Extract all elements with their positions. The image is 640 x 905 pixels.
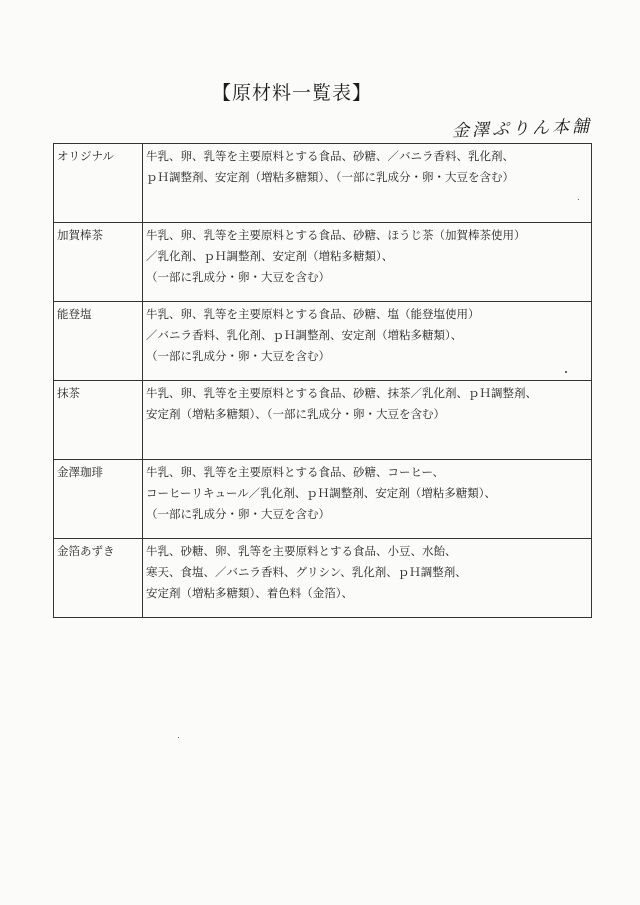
ingredient-line: ／乳化剤、ｐＨ調整剤、安定剤（増粘多糖類）、 xyxy=(146,249,394,263)
ingredient-line: 牛乳、卵、乳等を主要原料とする食品、砂糖、コーヒー、 xyxy=(146,465,445,479)
ingredients-cell xyxy=(143,302,592,381)
product-name: 金澤珈琲 xyxy=(54,460,143,539)
ingredients-cell xyxy=(143,223,592,302)
ingredient-line: コーヒーリキュール／乳化剤、ｐＨ調整剤、安定剤（増粘多糖類）、 xyxy=(146,486,497,500)
ingredients-cell xyxy=(143,539,592,618)
scan-speck xyxy=(178,737,179,738)
table-row xyxy=(54,460,592,539)
ingredient-line: ／バニラ香料、乳化剤、ｐＨ調整剤、安定剤（増粘多糖類）、 xyxy=(146,328,463,342)
ingredient-line: 牛乳、砂糖、卵、乳等を主要原料とする食品、小豆、水飴、 xyxy=(146,544,457,558)
ingredient-line: 牛乳、卵、乳等を主要原料とする食品、砂糖、抹茶／乳化剤、ｐＨ調整剤、 xyxy=(146,386,537,400)
table-row xyxy=(54,223,592,302)
ingredient-line: 安定剤（増粘多糖類）、着色料（金箔）、 xyxy=(146,586,353,600)
ingredients-cell xyxy=(143,144,592,223)
ingredient-line: 安定剤（増粘多糖類）、（一部に乳成分・卵・大豆を含む） xyxy=(146,407,445,421)
ingredient-line: （一部に乳成分・卵・大豆を含む） xyxy=(146,507,330,521)
product-name: 抹茶 xyxy=(54,381,143,460)
table-row xyxy=(54,381,592,460)
table-row xyxy=(54,144,592,223)
ingredient-line: （一部に乳成分・卵・大豆を含む） xyxy=(146,349,330,363)
ingredient-line: 寒天、食塩、／バニラ香料、グリシン、乳化剤、ｐＨ調整剤、 xyxy=(146,565,467,579)
ingredient-line: 牛乳、卵、乳等を主要原料とする食品、砂糖、塩（能登塩使用） xyxy=(146,307,480,321)
brand-signature: 金澤ぷりん本舗 xyxy=(451,116,593,142)
ingredient-line: 牛乳、卵、乳等を主要原料とする食品、砂糖、ほうじ茶（加賀棒茶使用） xyxy=(146,228,526,242)
scan-speck xyxy=(565,371,567,373)
ingredients-cell xyxy=(143,460,592,539)
ingredients-table xyxy=(53,143,592,618)
product-name: オリジナル xyxy=(54,144,143,223)
product-name: 金箔あずき xyxy=(54,539,143,618)
ingredient-line: 牛乳、卵、乳等を主要原料とする食品、砂糖、／バニラ香料、乳化剤、 xyxy=(146,149,514,163)
ingredient-line: （一部に乳成分・卵・大豆を含む） xyxy=(146,270,330,284)
product-name: 能登塩 xyxy=(54,302,143,381)
product-name: 加賀棒茶 xyxy=(54,223,143,302)
page-title: 【原材料一覧表】 xyxy=(212,82,373,104)
table-row xyxy=(54,302,592,381)
table-row xyxy=(54,539,592,618)
ingredient-line: ｐＨ調整剤、安定剤（増粘多糖類）、（一部に乳成分・卵・大豆を含む） xyxy=(146,170,514,184)
ingredients-cell xyxy=(143,381,592,460)
scan-speck xyxy=(578,199,579,200)
